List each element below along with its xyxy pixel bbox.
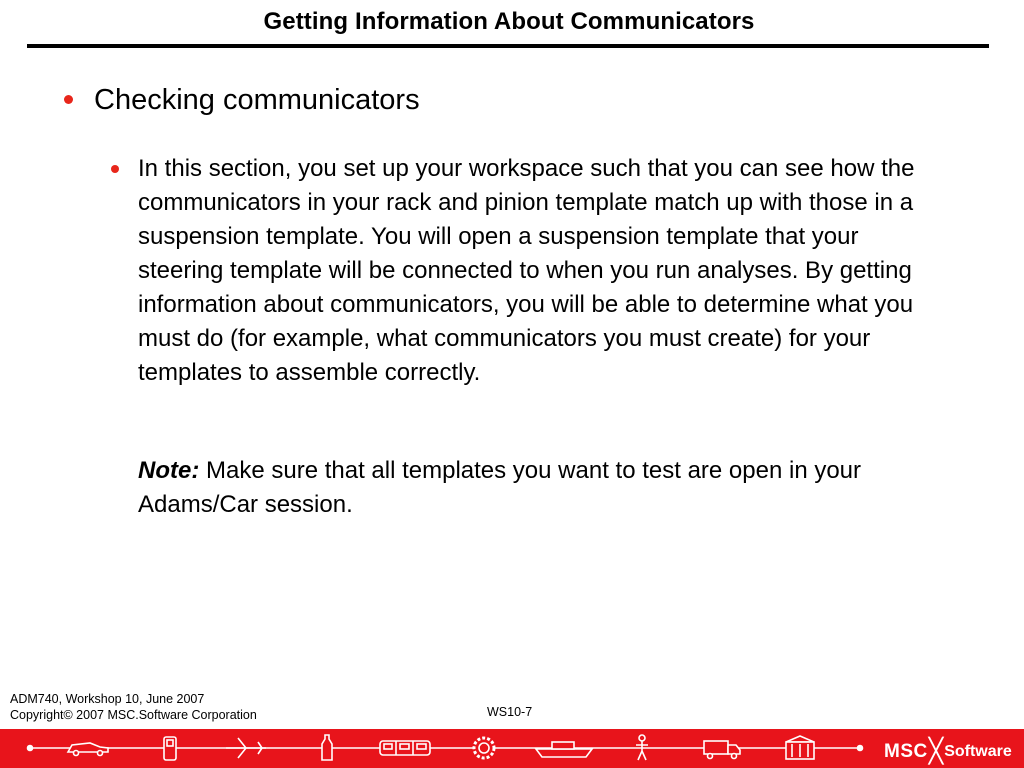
bullet-main bbox=[64, 84, 420, 117]
train-icon bbox=[380, 741, 430, 755]
bullet-sub bbox=[111, 152, 941, 390]
note-text: Make sure that all templates you want to test are open in your Adams/Car session. bbox=[138, 457, 862, 518]
slide-number: WS10-7 bbox=[487, 705, 533, 719]
footer-icon-strip bbox=[0, 729, 870, 768]
footer-band bbox=[0, 729, 1024, 768]
brand-software: Software bbox=[944, 742, 1012, 760]
bullet-main-text: Checking communicators bbox=[94, 84, 420, 116]
title-underline bbox=[27, 44, 989, 48]
ship-icon bbox=[536, 742, 592, 757]
bullet-dot-icon bbox=[111, 165, 119, 173]
bullet-dot-icon bbox=[64, 95, 73, 104]
footer-course-line: ADM740, Workshop 10, June 2007 bbox=[10, 692, 205, 706]
slide-title: Getting Information About Communicators bbox=[263, 8, 755, 35]
gear-icon bbox=[474, 738, 494, 758]
bottle-icon bbox=[322, 735, 332, 760]
footer-info bbox=[10, 691, 257, 723]
truck-icon bbox=[704, 741, 740, 759]
airplane-icon bbox=[226, 738, 266, 758]
brand-x-icon: ╳ bbox=[928, 738, 944, 765]
building-icon bbox=[786, 736, 814, 759]
bullet-sub-text: In this section, you set up your workspace such that you can see how the communicators in your rack and pinion template match up with those in a suspension template. You will open a suspension template that your steering template will be connected to when you run analyses. By getting information about communicators, you will be able to determine what you must do (for example, what communicators you must create) for your templates to assemble correctly. bbox=[138, 155, 915, 386]
msc-software-logo bbox=[884, 737, 1012, 766]
footer-copyright-line: Copyright© 2007 MSC.Software Corporation bbox=[10, 708, 257, 722]
car-icon bbox=[68, 743, 108, 756]
note-label: Note: bbox=[138, 457, 200, 484]
note-paragraph bbox=[138, 454, 948, 522]
brand-msc: MSC bbox=[884, 740, 928, 762]
phone-icon bbox=[164, 737, 176, 760]
